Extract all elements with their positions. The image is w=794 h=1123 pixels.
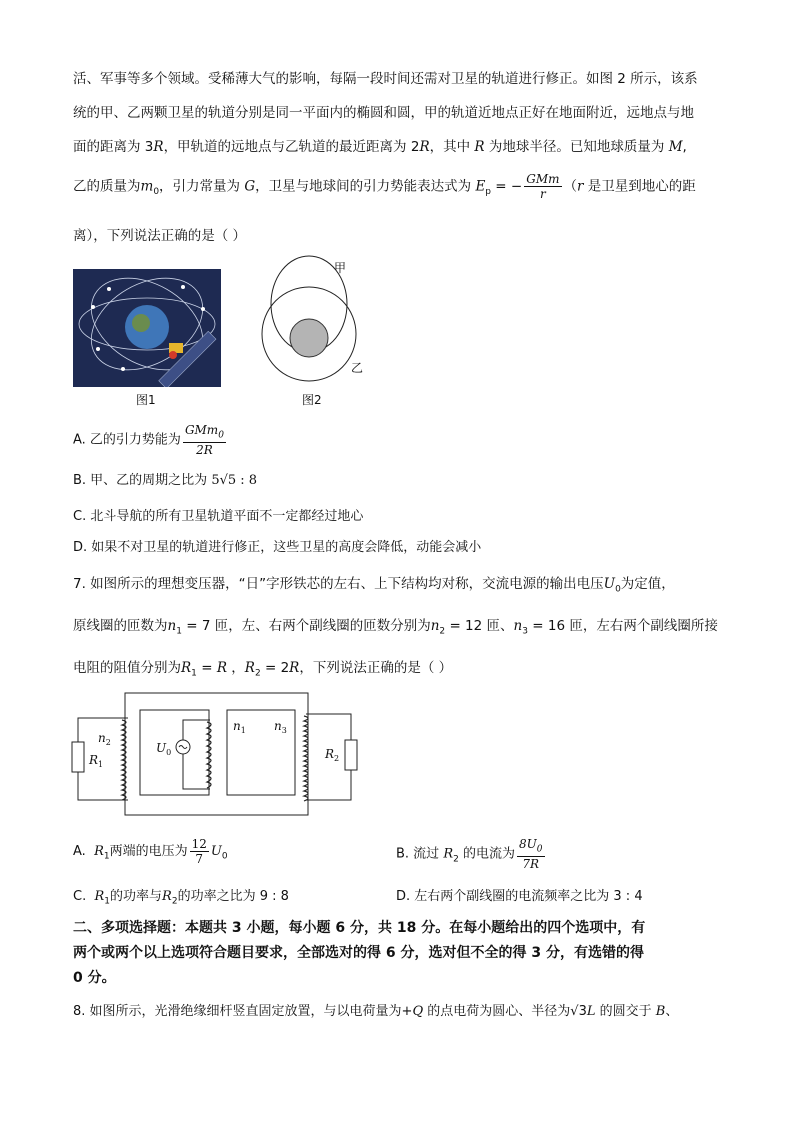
figure-1-image xyxy=(73,269,221,387)
q6-line3: 面的距离为 3R，甲轨道的远地点与乙轨道的最近距离为 2R，其中 R 为地球半径。已知地球质量为 M, xyxy=(73,139,687,155)
section-2-line2: 两个或两个以上选项符合题目要求，全部选对的得 6 分，选对但不全的得 3 分，有选错的得 xyxy=(73,945,644,961)
q7-line2: 原线圈的匝数为$n_1 = 7$ 匝，左、右两个副线圈的匝数分别为$n_2 = 12$ 匝、$n_3 = 16$ 匝，左右两个副线圈所接 xyxy=(73,618,718,637)
q7-option-b: B. 流过 $R_2$ 的电流为 $\frac{8U_0}{7R}$ xyxy=(396,837,543,872)
label-jia: 甲 xyxy=(334,261,347,275)
q6-line5: 离），下列说法正确的是（ ） xyxy=(73,228,247,244)
q6-option-d: D. 如果不对卫星的轨道进行修正，这些卫星的高度会降低，动能会减小 xyxy=(73,540,482,555)
figure-2-orbit-diagram xyxy=(258,252,378,402)
svg-text:U0: $U_0$ xyxy=(156,741,172,757)
svg-text:R2: $R_2$ xyxy=(325,747,340,763)
q7-line3: 电阻的阻值分别为$R_1 = R$ ，$R_2 = 2R$，下列说法正确的是（ ） xyxy=(73,660,453,679)
q8-line1: 8. 如图所示，光滑绝缘细杆竖直固定放置，与以电荷量为+Q 的点电荷为圆心、半径为√3L 的圆交于 B、 xyxy=(73,1004,679,1019)
section-2-line3: 0 分。 xyxy=(73,970,116,986)
q6-option-c: C. 北斗导航的所有卫星轨道平面不一定都经过地心 xyxy=(73,509,364,524)
svg-text:n3: $n_3$ xyxy=(274,719,287,735)
label-yi: 乙 xyxy=(351,361,364,375)
q7-line1: 7. 如图所示的理想变压器，“日”字形铁芯的左右、上下结构均对称，交流电源的输出电压$U_0$为定值， xyxy=(73,576,675,595)
q7-option-a: A. $R_1$两端的电压为 $\frac{12}{7}$ $U_0$ xyxy=(73,837,228,866)
q6-line1: 活、军事等多个领域。受稀薄大气的影响，每隔一段时间还需对卫星的轨道进行修正。如图 2 所示，该系 xyxy=(73,71,698,87)
q6-option-b: B. 甲、乙的周期之比为 5√5 : 8 xyxy=(73,473,258,488)
q7-option-d: D. 左右两个副线圈的电流频率之比为 3 : 4 xyxy=(396,889,643,904)
q6-line2: 统的甲、乙两颗卫星的轨道分别是同一平面内的椭圆和圆，甲的轨道近地点正好在地面附近，远地点与地 xyxy=(73,105,694,121)
transformer-circuit-diagram xyxy=(70,690,366,820)
svg-text:n2: $n_2$ xyxy=(98,731,111,747)
q6-option-a: A. 乙的引力势能为 $\frac{GMm_0}{2R}$ xyxy=(73,423,224,458)
svg-text:n1: $n_1$ xyxy=(233,719,246,735)
figure-1-caption: 图1 xyxy=(136,393,156,407)
q7-option-c: C. $R_1$的功率与$R_2$的功率之比为 9 : 8 xyxy=(73,889,289,907)
svg-text:R1: $R_1$ xyxy=(89,753,104,769)
section-2-line1: 二、多项选择题：本题共 3 小题，每小题 6 分，共 18 分。在每小题给出的四个选项中，有 xyxy=(73,920,646,936)
figure-2-caption: 图2 xyxy=(302,393,322,407)
q6-line4: 乙的质量为$m_0$，引力常量为 G，卫星与地球间的引力势能表达式为 $E_p$ = − $\frac{\text{GMm}}{r}$ （r 是卫星到地心的距 xyxy=(73,172,696,201)
